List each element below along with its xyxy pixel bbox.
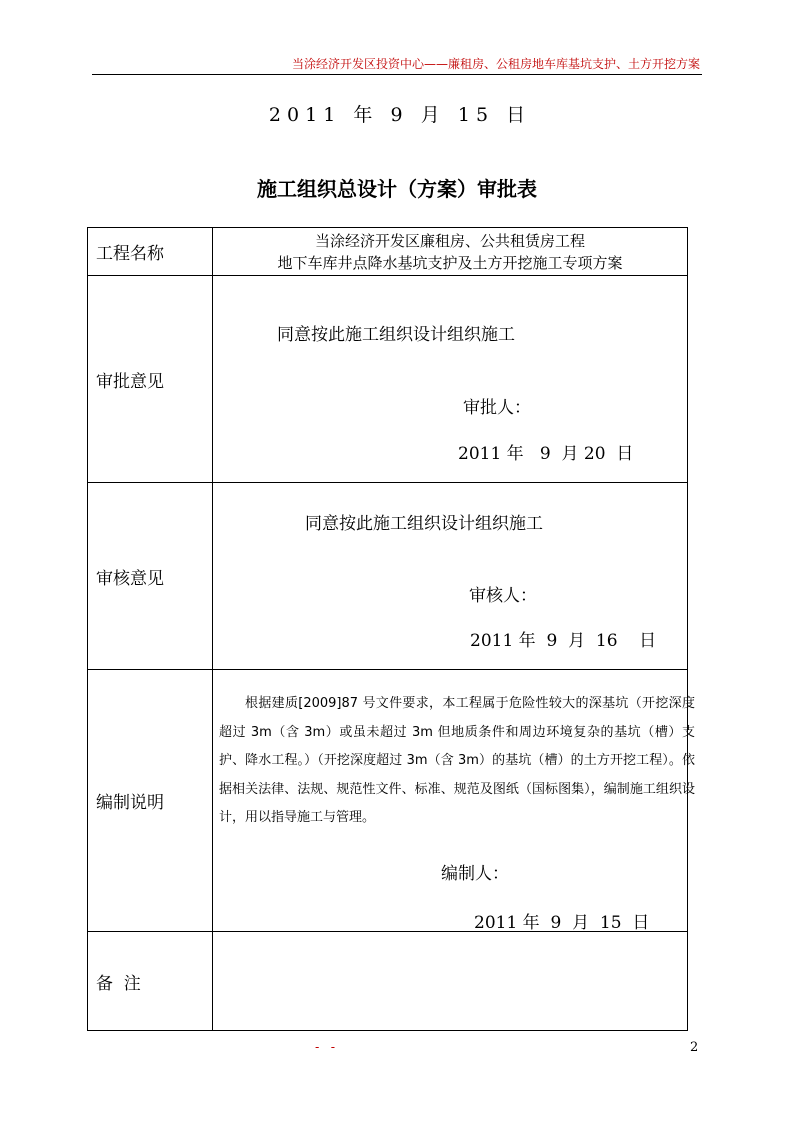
compile-signer-label: 编制人： bbox=[441, 864, 509, 884]
project-name-line1: 当涂经济开发区廉租房、公共租赁房工程 bbox=[314, 231, 585, 250]
approval-signer-label: 审批人： bbox=[463, 398, 531, 418]
review-signer-label: 审核人： bbox=[469, 586, 537, 606]
project-row bbox=[88, 228, 688, 276]
page-number: 2 bbox=[690, 1040, 699, 1055]
footer-dots: - - bbox=[315, 1040, 336, 1054]
remarks-cell bbox=[213, 932, 688, 1031]
compile-date: 2011 年 9 月 15 日 bbox=[474, 913, 650, 933]
approval-date: 2011 年 9 月 20 日 bbox=[458, 444, 634, 464]
running-header: 当涂经济开发区投资中心——廉租房、公租房地车库基坑支护、土方开挖方案 bbox=[291, 57, 700, 71]
remarks-label: 备 注 bbox=[88, 932, 213, 1031]
project-name-cell bbox=[213, 228, 688, 276]
page-title: 施工组织总设计（方案）审批表 bbox=[257, 177, 537, 201]
approval-cell bbox=[213, 276, 688, 483]
header-rule bbox=[92, 74, 702, 75]
remarks-row bbox=[88, 932, 688, 1031]
compile-paragraph: 根据建质[2009]87 号文件要求，本工程属于危险性较大的深基坑（开挖深度超过 3m（含 3m）或虽未超过 3m 但地质条件和周边环境复杂的基坑（槽）支护、降水工程。）（开挖深度超过 3m（含 3m）的基坑（槽）的土方开挖工程）。依据相关法律、法规、规范性文件、标准、规范及图纸（国标图集），编制施工组织设计，用以指导施工与管理。 bbox=[219, 696, 695, 825]
compile-row bbox=[88, 670, 688, 932]
compile-label: 编制说明 bbox=[88, 670, 213, 932]
approval-row bbox=[88, 276, 688, 483]
review-cell bbox=[213, 483, 688, 670]
approval-opinion: 同意按此施工组织设计组织施工 bbox=[277, 325, 515, 345]
review-row bbox=[88, 483, 688, 670]
review-label: 审核意见 bbox=[88, 483, 213, 670]
approval-label: 审批意见 bbox=[88, 276, 213, 483]
date-line: 2 0 1 1 年 9 月 1 5 日 bbox=[268, 104, 526, 126]
project-name-label: 工程名称 bbox=[88, 228, 213, 276]
approval-form-table bbox=[87, 227, 695, 1031]
review-date: 2011 年 9 月 16 日 bbox=[470, 631, 657, 651]
compile-cell bbox=[213, 670, 695, 933]
review-opinion: 同意按此施工组织设计组织施工 bbox=[305, 514, 543, 534]
project-name-line2: 地下车库井点降水基坑支护及土方开挖施工专项方案 bbox=[277, 253, 623, 272]
